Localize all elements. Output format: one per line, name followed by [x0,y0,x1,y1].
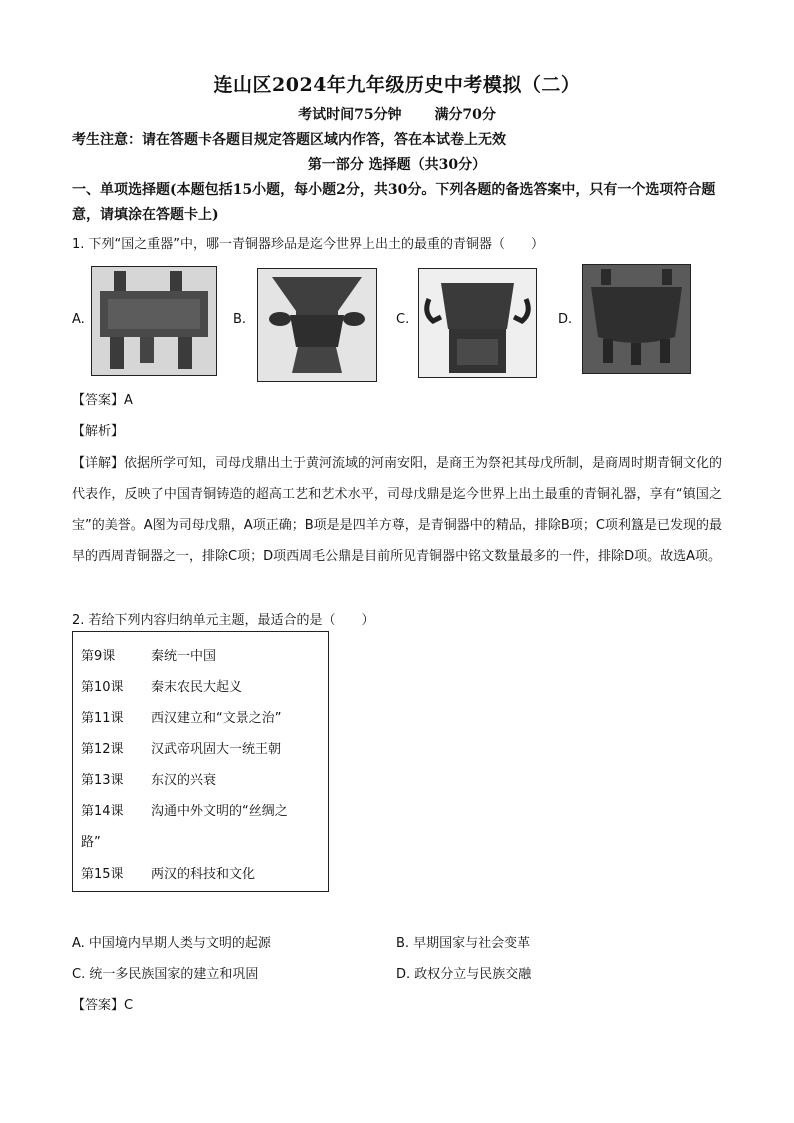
q2-answer: 【答案】C [72,998,134,1013]
lesson-number: 第10课 [81,680,124,695]
lesson-row [81,645,216,664]
four-ram-zun-b-image [257,268,377,382]
lesson-row [81,707,281,726]
lesson-title: 西汉建立和“文景之治” [151,711,282,726]
lesson-row [81,738,281,757]
exam-notice: 考生注意：请在答题卡各题目规定答题区域内作答，答在本试卷上无效 [72,132,506,148]
lesson-number: 第12课 [81,742,124,757]
bronze-ding-a-image [91,266,217,376]
lesson-number: 路” [81,835,101,850]
q2-choice-a: A. 中国境内早期人类与文明的起源 [72,936,271,951]
lesson-title: 东汉的兴衰 [151,773,217,788]
lesson-title: 秦末农民大起义 [151,680,243,695]
q2-choice-c: C. 统一多民族国家的建立和巩固 [72,967,259,982]
lesson-title: 汉武帝巩固大一统王朝 [151,742,282,757]
option-a-label: A. [72,312,85,327]
section-instruction: 一、单项选择题(本题包括15小题，每小题2分，共30分。下列各题的备选答案中，只有一个选项符合题意，请填涂在答题卡上) [72,182,716,223]
lesson-title: 沟通中外文明的“丝绸之 [151,804,288,819]
option-b-label: B. [233,312,247,327]
li-gui-c-image [418,268,537,378]
question-2-stem: 2. 若给下列内容归纳单元主题，最适合的是（ ） [72,613,375,628]
lesson-list-box [72,631,329,892]
lesson-title: 秦统一中国 [151,649,217,664]
lesson-row [81,863,255,882]
lesson-row [81,800,288,819]
lesson-title: 两汉的科技和文化 [151,867,256,882]
q2-choice-b: B. 早期国家与社会变革 [396,936,531,951]
option-d-label: D. [558,312,573,327]
lesson-row [81,831,101,850]
lesson-row [81,676,242,695]
lesson-number: 第15课 [81,867,124,882]
exam-score: 满分70分 [434,107,496,123]
option-c-label: C. [396,312,410,327]
exam-time: 考试时间75分钟 [298,107,402,123]
mao-gong-ding-d-image [582,264,691,374]
q1-detail: 【详解】依据所学可知，司母戊鼎出土于黄河流域的河南安阳，是商王为祭祀其母戊所制，是商周时期青铜文化的代表作，反映了中国青铜铸造的超高工艺和艺术水平，司母戊鼎是迄今世界上出土最重的青铜礼器，享有“镇国之宝”的美誉。A图为司母戊鼎，A项正确；B项是是四羊方尊，是青铜器中的精品，排除B项；C项利簋是已发现的最早的西周青铜器之一，排除C项；D项西周毛公鼎是目前所见青铜器中铭文数量最多的一件，排除D项。故选A项。 [72,456,723,564]
lesson-number: 第11课 [81,711,124,726]
section-heading: 第一部分 选择题（共30分） [307,157,487,173]
q1-answer: 【答案】A [72,393,133,408]
q2-choice-d: D. 政权分立与民族交融 [396,967,532,982]
lesson-number: 第9课 [81,649,116,664]
exam-title: 连山区2024年九年级历史中考模拟（二） [213,74,581,96]
lesson-number: 第13课 [81,773,124,788]
lesson-row [81,769,216,788]
q1-analysis-label: 【解析】 [72,424,125,439]
exam-meta [0,104,794,124]
lesson-number: 第14课 [81,804,124,819]
question-1-stem: 1. 下列“国之重器”中，哪一青铜器珍品是迄今世界上出土的最重的青铜器（ ） [72,237,545,252]
